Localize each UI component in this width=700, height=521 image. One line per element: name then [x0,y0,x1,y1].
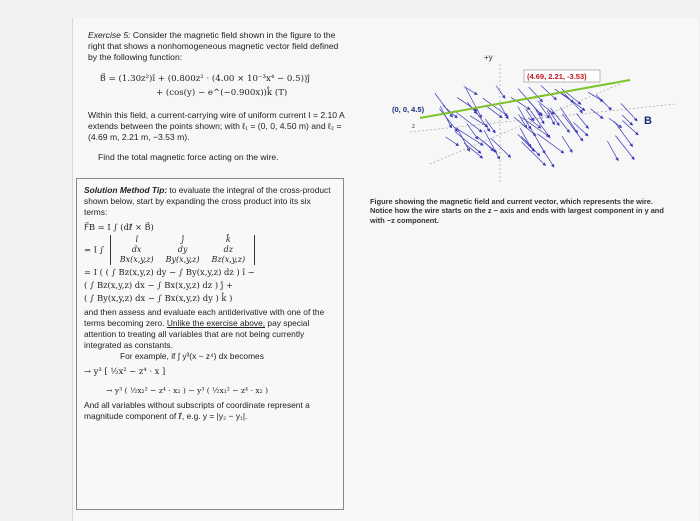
field-arrow [614,121,633,146]
field-equation [100,72,348,100]
field-arrow [491,138,511,157]
field-arrow [607,141,618,161]
axis-z-label: z [412,124,415,130]
field-figure [390,44,680,194]
field-arrow [562,136,572,152]
tip-text-b: pay special attention to treating all variables that are not being currently integrated as constants. [84,318,310,350]
field-arrow [455,128,483,146]
field-arrow [539,143,554,167]
wire-description: Within this field, a current-carrying wire of uniform current I = 2.10 A extends between the points shown; with ℓ₁ = (0, 0, 4.50 m) and ℓ₂ = (4.69 m, 2.21 m, −3.53 m). [88,109,345,143]
field-arrow [529,87,543,102]
field-arrow [551,108,570,132]
field-arrow [576,114,588,129]
exercise-title: Exercise 5: [88,30,131,40]
field-arrow [536,109,544,123]
question-text: Find the total magnetic force acting on the wire. [98,151,279,162]
field-arrow [520,128,530,147]
expansion-line2: ( ∫ Bz(x,y,z) dx − ∫ Bx(x,y,z) dz ) ĵ + [84,280,234,290]
tip-text-underlined: Unlike the exercise above, [166,318,266,328]
exercise-block [88,30,348,172]
field-arrow [440,106,451,128]
expansion-line3: ( ∫ By(x,y,z) dx − ∫ Bx(x,y,z) dy ) k̂ ) [84,293,233,303]
example-step2: → y³ ( ½x₂² − z⁴ · x₂ ) − y³ ( ½x₁² − z⁴ · x₂ ) [106,386,269,395]
tip-intro-text: to evaluate the integral of the cross-product shown below, start by expanding the cross product into its six terms: [84,185,331,217]
det-cell: ĵ [181,235,184,244]
determinant [110,235,255,265]
det-cell: î [135,235,138,244]
field-arrow [588,92,603,101]
field-arrow [445,137,458,146]
det-cell: dy [177,245,188,254]
figure-caption: Figure showing the magnetic field and current vector, which represents the wire. Notice how the wire starts on the z − axis and ends with largest component in y and with −z component. [370,197,664,225]
field-arrow [591,109,604,119]
exercise-intro-text: Consider the magnetic field shown in the figure to the right that shows a nonhomogeneous magnetic vector field defined by the following function: [88,30,339,63]
field-arrow [483,98,508,116]
field-arrow [455,132,481,154]
example-step1: → y³ [ ½x² − z⁴ · x ] [84,366,166,376]
start-point-label: (0, 0, 4.5) [392,105,425,114]
field-arrow [457,127,470,151]
field-equation-line2: + (cos(y) − e^(−0.900x))k̂ (T) [156,87,288,98]
field-label: B [644,115,652,127]
field-arrow [537,101,554,115]
field-arrow [573,122,588,136]
solution-tip-box [76,178,344,510]
det-cell: dx [131,245,142,254]
determinant-row [84,235,336,265]
field-arrow [560,107,577,132]
end-point-label: (4.69, 2.21, -3.53) [527,72,587,81]
field-arrow [596,95,611,110]
field-equation-line1: B⃗ = (1.30z²)î + (0.800z² · (4.00 × 10⁻³x⁴ − 0.5))ĵ [100,73,310,84]
field-arrow [621,103,637,120]
det-cell: k̂ [225,235,231,244]
field-arrow [522,142,546,166]
tip-text-a: and then assess and evaluate each antiderivative with one of the terms becoming zero. [84,307,325,328]
det-cell: By(x,y,z) [165,255,200,264]
field-arrow [485,105,502,118]
tip-label: Solution Method Tip: [84,185,168,195]
field-arrow [537,134,563,153]
axis-y-label: +y [484,53,493,62]
field-arrow [518,134,535,151]
example-intro: For example, if ∫ y³(x − z⁴) dx becomes [120,351,264,361]
field-arrow [622,115,633,125]
field-arrow [615,136,634,160]
tip-final-note: And all variables without subscripts of coordinate represent a magnitude component of ℓ⃗, e.g. y = |y₂ − y₁|. [84,400,310,421]
det-prefix: = I ∫ [84,244,105,255]
tip-instructions [84,307,336,351]
field-arrow [467,123,478,139]
expansion-line1: = I ( ( ∫ Bz(x,y,z) dy − ∫ By(x,y,z) dz ) î − [84,267,255,277]
det-cell: Bx(x,y,z) [119,255,154,264]
det-cell: Bz(x,y,z) [211,255,246,264]
det-cell: dz [223,245,233,254]
field-arrow [562,93,585,110]
field-arrow [541,85,557,99]
field-arrow [464,86,477,94]
field-arrow [527,99,542,116]
exercise-intro [88,30,348,64]
field-arrow [483,141,493,151]
field-arrow [464,143,483,158]
force-integral: F⃗B = I ∫ (dℓ⃗ × B⃗) [84,222,154,232]
field-arrow [496,86,505,99]
tip-intro [84,185,336,218]
